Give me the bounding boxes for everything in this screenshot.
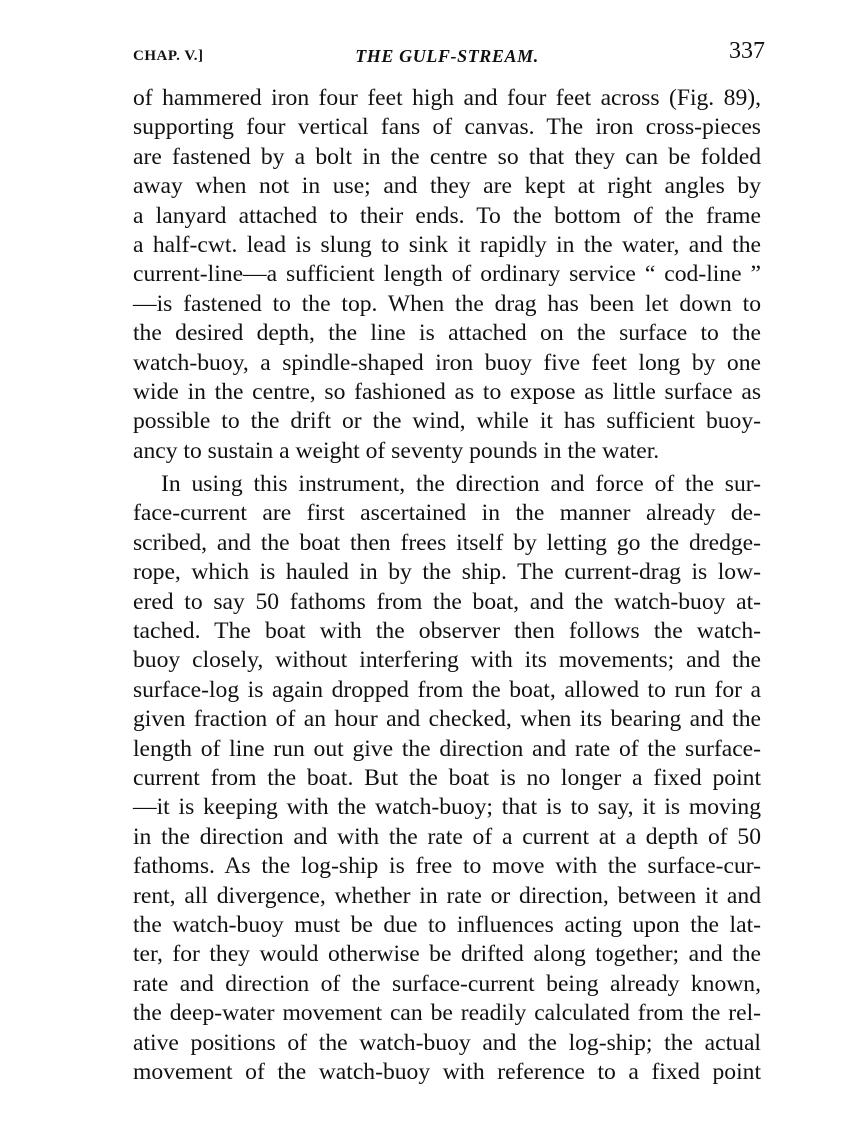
text-line: rate and direction of the surface-current being already known, [133,970,761,997]
text-line: ative positions of the watch-buoy and the log-ship; the actual [133,1029,761,1056]
body-text [133,84,761,1087]
text-line: are fastened by a bolt in the centre so that they can be folded [133,143,761,170]
page-header [133,38,765,72]
text-line: ancy to sustain a weight of seventy pounds in the water. [133,437,660,464]
text-line: face-current are first ascertained in the manner already de- [133,500,761,527]
text-line: In using this instrument, the direction and force of the sur- [161,471,761,498]
text-line: rent, all divergence, whether in rate or direction, between it and [133,882,761,909]
text-line: wide in the centre, so fashioned as to expose as little surface as [133,378,761,405]
text-line: of hammered iron four feet high and four feet across (Fig. 89), [133,85,761,111]
paragraph [133,470,761,1087]
text-line: length of line run out give the direction and rate of the surface- [133,735,761,762]
text-line: fathoms. As the log-ship is free to move with the surface-cur- [133,853,761,880]
text-line: surface-log is again dropped from the boat, allowed to run for a [133,676,761,703]
text-line: the desired depth, the line is attached on the surface to the [133,320,761,347]
paragraph [133,84,761,466]
chapter-label: CHAP. V.] [133,48,204,64]
text-line: —it is keeping with the watch-buoy; that is to say, it is moving [133,794,761,821]
text-line: ter, for they would otherwise be drifted along together; and the [133,941,761,968]
text-line: in the direction and with the rate of a current at a depth of 50 [133,823,761,850]
page-number: 337 [729,38,765,64]
text-line: movement of the watch-buoy with reference to a fixed point [133,1058,761,1085]
text-line: the watch-buoy must be due to influences acting upon the lat- [133,911,761,938]
running-title: THE GULF-STREAM. [355,46,539,66]
text-line: tached. The boat with the observer then follows the watch- [133,618,761,645]
text-line: away when not in use; and they are kept at right angles by [133,173,761,200]
text-line: buoy closely, without interfering with its movements; and the [133,647,761,674]
text-line: watch-buoy, a spindle-shaped iron buoy five feet long by one [133,349,761,376]
text-line: the deep-water movement can be readily calculated from the rel- [133,1000,761,1027]
text-line: given fraction of an hour and checked, when its bearing and the [133,706,761,733]
text-line: rope, which is hauled in by the ship. The current-drag is low- [133,559,761,586]
text-line: current from the boat. But the boat is no longer a fixed point [133,764,761,791]
text-line: ered to say 50 fathoms from the boat, and the watch-buoy at- [133,588,761,615]
text-line: current-line—a sufficient length of ordinary service “ cod-line ” [133,261,761,288]
text-line: scribed, and the boat then frees itself by letting go the dredge- [133,529,761,556]
text-line: a lanyard attached to their ends. To the bottom of the frame [133,202,761,229]
text-line: possible to the drift or the wind, while it has sufficient buoy- [133,408,761,435]
text-line: supporting four vertical fans of canvas. The iron cross-pieces [133,114,761,141]
text-line: —is fastened to the top. When the drag has been let down to [133,290,761,317]
text-line: a half-cwt. lead is slung to sink it rapidly in the water, and the [133,231,761,258]
